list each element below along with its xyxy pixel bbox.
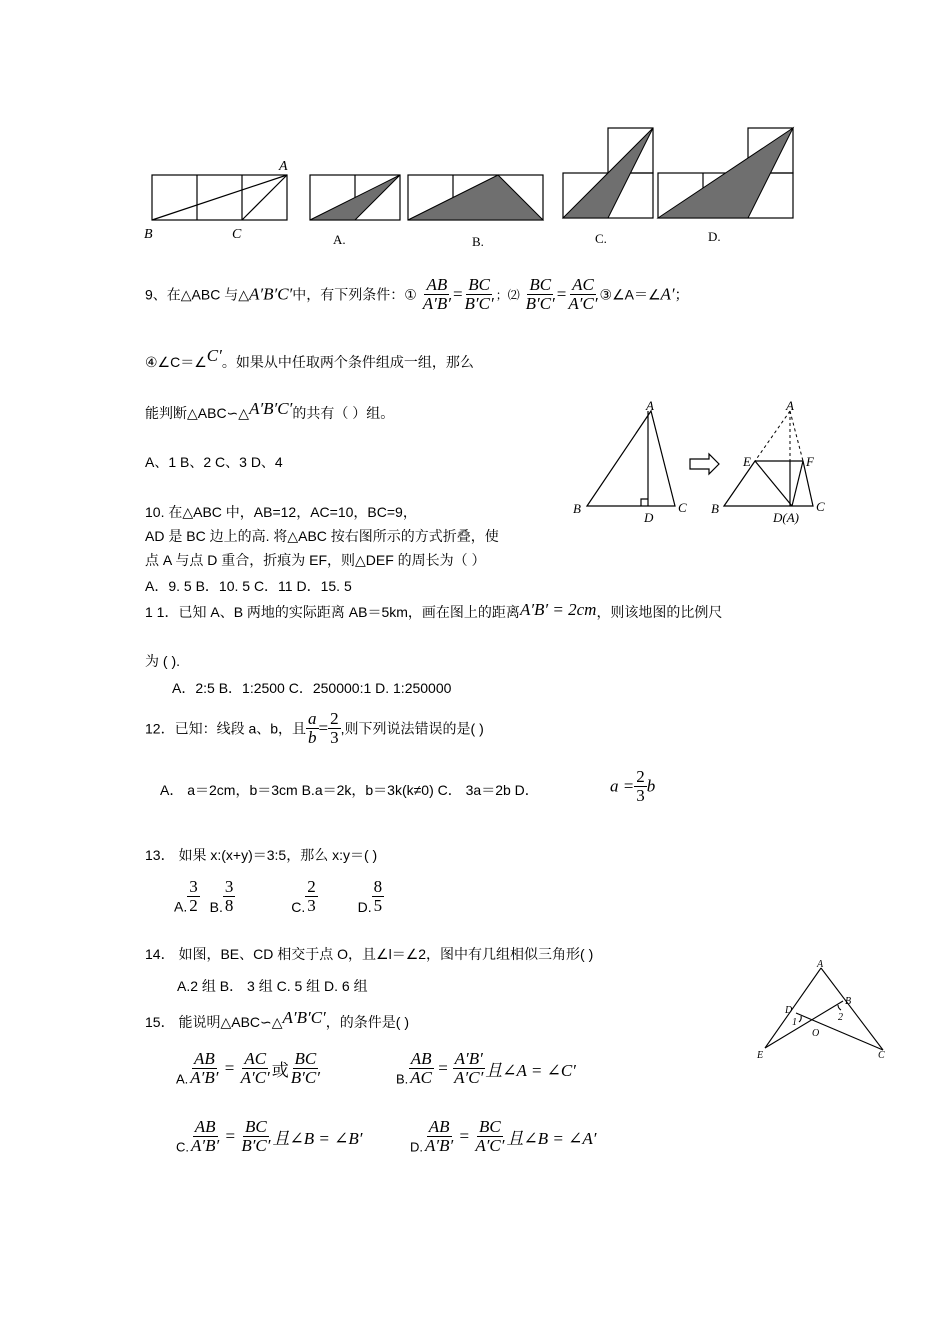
fig14-label-1: 1: [792, 1017, 797, 1028]
q12-option-d-math: a = $\frac{2}{3}$ b: [610, 767, 656, 805]
fig10-label-b: B: [573, 501, 581, 516]
q15-line1: 15． 能说明△ABC∽△A′B′C′，的条件是( ): [145, 1008, 409, 1030]
q9-cond1-frac1: $\frac{AB}{A'B'}$: [422, 275, 451, 313]
label-point-c: C: [232, 227, 242, 242]
grid-figure: [140, 120, 810, 255]
q13-frac-d: $\frac{8}{5}$: [373, 877, 383, 915]
fig10-label-c: C: [678, 500, 687, 515]
label-option-c: C.: [595, 231, 607, 246]
q11-line1: 1 1．已知 A、B 两地的实际距离 AB＝5km，画在图上的距离A′B′ = 2cm，则该地图的比例尺: [145, 600, 723, 620]
fig10r-label-a: A: [786, 398, 794, 413]
fig10-label-d: D: [644, 510, 654, 525]
fig14-label-c: C: [878, 1050, 885, 1061]
fig10r-label-f: F: [806, 454, 814, 469]
q10-line2: AD 是 BC 边上的高. 将△ABC 按右图所示的方式折叠，使: [145, 528, 499, 544]
q14-line1: 14． 如图，BE、CD 相交于点 O，且∠l＝∠2，图中有几组相似三角形( ): [145, 946, 594, 962]
q13-options: A. $\frac{3}{2}$ B. $\frac{3}{8}$ C. $\frac{2}{3}$ D. $\frac{8}{5}$: [174, 877, 383, 915]
q9-line1: 9、在△ABC 与△A′B′C′中，有下列条件：① $\frac{AB}{A'B'}$ = $\frac{BC}{B'C'}$ ；⑵ $\frac{BC}{B'C'}$ = $\frac{AC}{A'C'}$ ③∠A＝∠A′；: [145, 275, 689, 313]
q13-frac-b: $\frac{3}{8}$: [224, 877, 234, 915]
label-option-d: D.: [708, 229, 721, 244]
q12-frac-ab: $\frac{a}{b}$: [308, 709, 317, 747]
q13-line1: 13． 如果 x:(x+y)＝3:5，那么 x:y＝( ): [145, 847, 378, 863]
q14-options: A.2 组 B． 3 组 C. 5 组 D. 6 组: [177, 978, 368, 994]
label-option-a: A.: [333, 232, 346, 247]
q12-frac-23: $\frac{2}{3}$: [330, 709, 339, 747]
fig14-label-b: B: [845, 996, 852, 1007]
fig10r-label-c: C: [816, 499, 825, 514]
q15-option-a: A. $\frac{AB}{A'B'}$ = $\frac{AC}{A'C'}$ 或 $\frac{BC}{B'C'}$: [176, 1049, 320, 1087]
q10-line3: 点 A 与点 D 重合，折痕为 EF，则△DEF 的周长为（ ）: [145, 552, 486, 568]
q15-option-c: C. $\frac{AB}{A'B'}$ = $\frac{BC}{B'C'}$ 且∠B = ∠B′: [176, 1117, 363, 1155]
fig10r-label-b: B: [711, 501, 719, 516]
q9-options: A、1 B、2 C、3 D、4: [145, 454, 283, 470]
fig14-label-2: 2: [838, 1012, 843, 1023]
q12-options: A． a＝2cm，b＝3cm B.a＝2k，b＝3k(k≠0) C． 3a＝2b D． a = $\frac{2}{3}$ b: [160, 767, 656, 805]
fig10r-label-e: E: [743, 454, 751, 469]
label-point-b: B: [144, 227, 153, 242]
q12-line1: 12．已知：线段 a、b，且 $\frac{a}{b}$ = $\frac{2}{3}$ ,则下列说法错误的是( ): [145, 709, 484, 747]
q9-line2: ④∠C＝∠C′。如果从中任取两个条件组成一组，那么: [145, 346, 474, 370]
q10-line1: 10. 在△ABC 中，AB=12，AC=10，BC=9，: [145, 504, 417, 520]
label-option-b: B.: [472, 234, 484, 249]
q15-option-b: B. $\frac{AB}{AC}$ = $\frac{A'B'}{A'C'}$ 且∠A = ∠C′: [396, 1049, 576, 1087]
q9-cond1-frac2: $\frac{BC}{B'C'}$: [464, 275, 494, 313]
q9-line3: 能判断△ABC∽△A′B′C′的共有（ ）组。: [145, 399, 395, 421]
q15-option-d: D. $\frac{AB}{A'B'}$ = $\frac{BC}{A'C'}$ 且∠B = ∠A′: [410, 1117, 597, 1155]
q10-options: A．9. 5 B．10. 5 C．11 D．15. 5: [145, 578, 352, 594]
fig14-label-d: D: [785, 1005, 793, 1016]
q13-frac-a: $\frac{3}{2}$: [189, 877, 198, 915]
fig10-label-a: A: [646, 398, 654, 413]
fig14-label-e: E: [757, 1050, 764, 1061]
q11-options: A．2:5 B．1:2500 C．250000:1 D. 1:250000: [172, 680, 452, 696]
q11-math: A′B′ = 2cm: [519, 600, 597, 619]
q9-cond2-frac1: $\frac{BC}{B'C'}$: [525, 275, 555, 313]
q13-frac-c: $\frac{2}{3}$: [307, 877, 316, 915]
fig14-label-o: O: [812, 1028, 820, 1039]
q9-triangle: A′B′C′: [249, 284, 293, 304]
fig14-label-a: A: [817, 959, 824, 970]
q11-line2: 为 ( ).: [145, 653, 180, 669]
q9-cond2-frac2: $\frac{AC}{A'C'}$: [568, 275, 598, 313]
fig10r-label-da: D(A): [773, 510, 799, 525]
label-point-a: A: [279, 159, 288, 174]
intersecting-triangles-figure: [755, 958, 890, 1063]
folding-triangle-figure: [565, 398, 840, 528]
shaded-triangle-b: [408, 175, 543, 220]
